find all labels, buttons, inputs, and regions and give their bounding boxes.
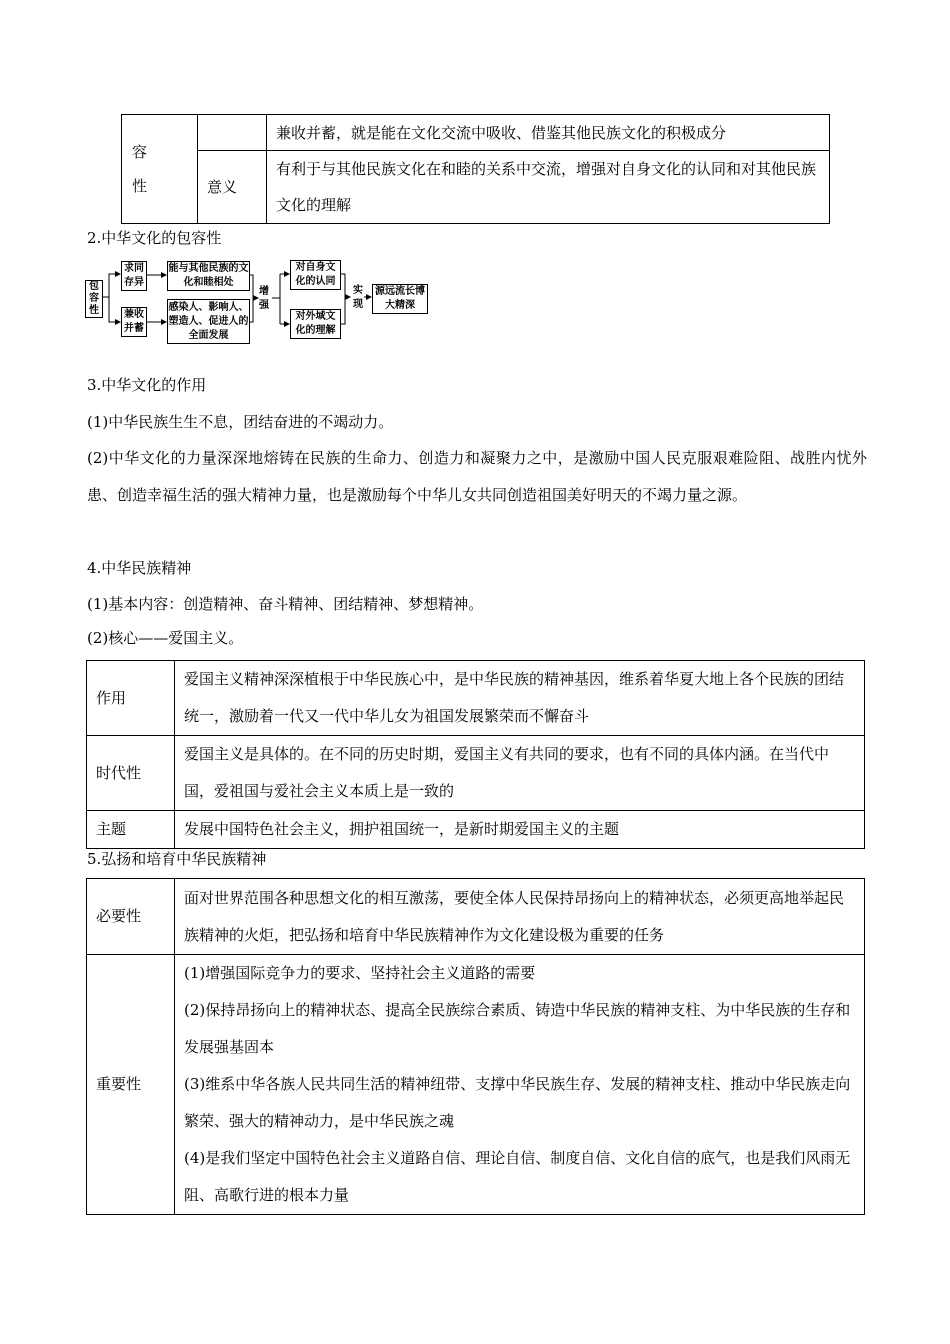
patriotism-era-text: 爱国主义是具体的。在不同的历史时期，爱国主义有共同的要求，也有不同的具体内涵。在当代中国，爱祖国与爱社会主义本质上是一致的 xyxy=(175,736,865,811)
section-4-title: 4.中华民族精神 xyxy=(87,559,192,577)
importance-item-2: (2)保持昂扬向上的精神状态、提高全民族综合素质、铸造中华民族的精神支柱、为中华民族的生存和发展强基固本 xyxy=(184,1001,851,1056)
flow-self-identity-box: 对自身文化的认同 xyxy=(290,260,341,290)
importance-label: 重要性 xyxy=(87,955,175,1215)
flow-root-box: 包容性 xyxy=(85,280,103,318)
section-3-point-2: (2)中华文化的力量深深地熔铸在民族的生命力、创造力和凝聚力之中，是激励中国人民克服艰难险阻、战胜内忧外患、创造幸福生活的强大精神力量，也是激励每个中华儿女共同创造祖国美好明天的不竭力量之源。 xyxy=(87,449,867,504)
section-3-point-1: (1)中华民族生生不息，团结奋进的不竭动力。 xyxy=(87,413,394,431)
patriotism-role-label: 作用 xyxy=(87,661,175,736)
importance-item-1: (1)增强国际竞争力的要求、坚持社会主义道路的需要 xyxy=(184,964,536,982)
patriotism-table xyxy=(86,660,865,849)
flow-result-box: 源远流长博大精深 xyxy=(372,284,428,314)
necessity-label: 必要性 xyxy=(87,879,175,955)
patriotism-theme-label: 主题 xyxy=(87,811,175,849)
necessity-text: 面对世界范围各种思想文化的相互激荡，要使全体人民保持昂扬向上的精神状态，必须更高地举起民族精神的火炬，把弘扬和培育中华民族精神作为文化建设极为重要的任务 xyxy=(175,879,865,955)
patriotism-era-label: 时代性 xyxy=(87,736,175,811)
flow-influence-box: 感染人、影响人、塑造人、促进人的全面发展 xyxy=(167,299,250,344)
flowchart-connectors xyxy=(0,0,950,360)
flow-foreign-understanding-box: 对外域文化的理解 xyxy=(290,309,341,339)
significance-label: 意义 xyxy=(198,151,267,224)
importance-cell xyxy=(175,955,865,1215)
section-3-title: 3.中华文化的作用 xyxy=(87,376,207,394)
flow-realize-label: 实现 xyxy=(353,285,363,310)
absorb-text: 兼收并蓄，就是能在文化交流中吸收、借鉴其他民族文化的积极成分 xyxy=(267,115,830,151)
patriotism-theme-text: 发展中国特色社会主义，拥护祖国统一，是新时期爱国主义的主题 xyxy=(175,811,865,849)
flow-enhance-label: 增强 xyxy=(259,286,269,311)
section-2-title: 2.中华文化的包容性 xyxy=(87,229,222,247)
flow-seek-common-box: 求同存异 xyxy=(121,261,147,291)
vertical-char-2: 性 xyxy=(132,177,148,195)
vertical-char-1: 容 xyxy=(132,143,148,161)
patriotism-role-text: 爱国主义精神深深植根于中华民族心中，是中华民族的精神基因，维系着华夏大地上各个民族的团结统一，激励着一代又一代中华儿女为祖国发展繁荣而不懈奋斗 xyxy=(175,661,865,736)
flow-absorb-box: 兼收并蓄 xyxy=(121,307,147,337)
section-4-point-1: (1)基本内容：创造精神、奋斗精神、团结精神、梦想精神。 xyxy=(87,595,484,613)
flow-harmony-box: 能与其他民族的文化和睦相处 xyxy=(167,261,250,291)
importance-item-4: (4)是我们坚定中国特色社会主义道路自信、理论自信、制度自信、文化自信的底气，也是我们风雨无阻、高歌行进的根本力量 xyxy=(184,1149,851,1204)
significance-text: 有利于与其他民族文化在和睦的关系中交流，增强对自身文化的认同和对其他民族文化的理解 xyxy=(267,151,830,224)
national-spirit-table xyxy=(86,878,865,1215)
importance-item-3: (3)维系中华各族人民共同生活的精神纽带、支撑中华民族生存、发展的精神支柱、推动中华民族走向繁荣、强大的精神动力，是中华民族之魂 xyxy=(184,1075,851,1130)
section-5-title: 5.弘扬和培育中华民族精神 xyxy=(87,850,267,868)
section-4-point-2: (2)核心——爱国主义。 xyxy=(87,629,244,647)
